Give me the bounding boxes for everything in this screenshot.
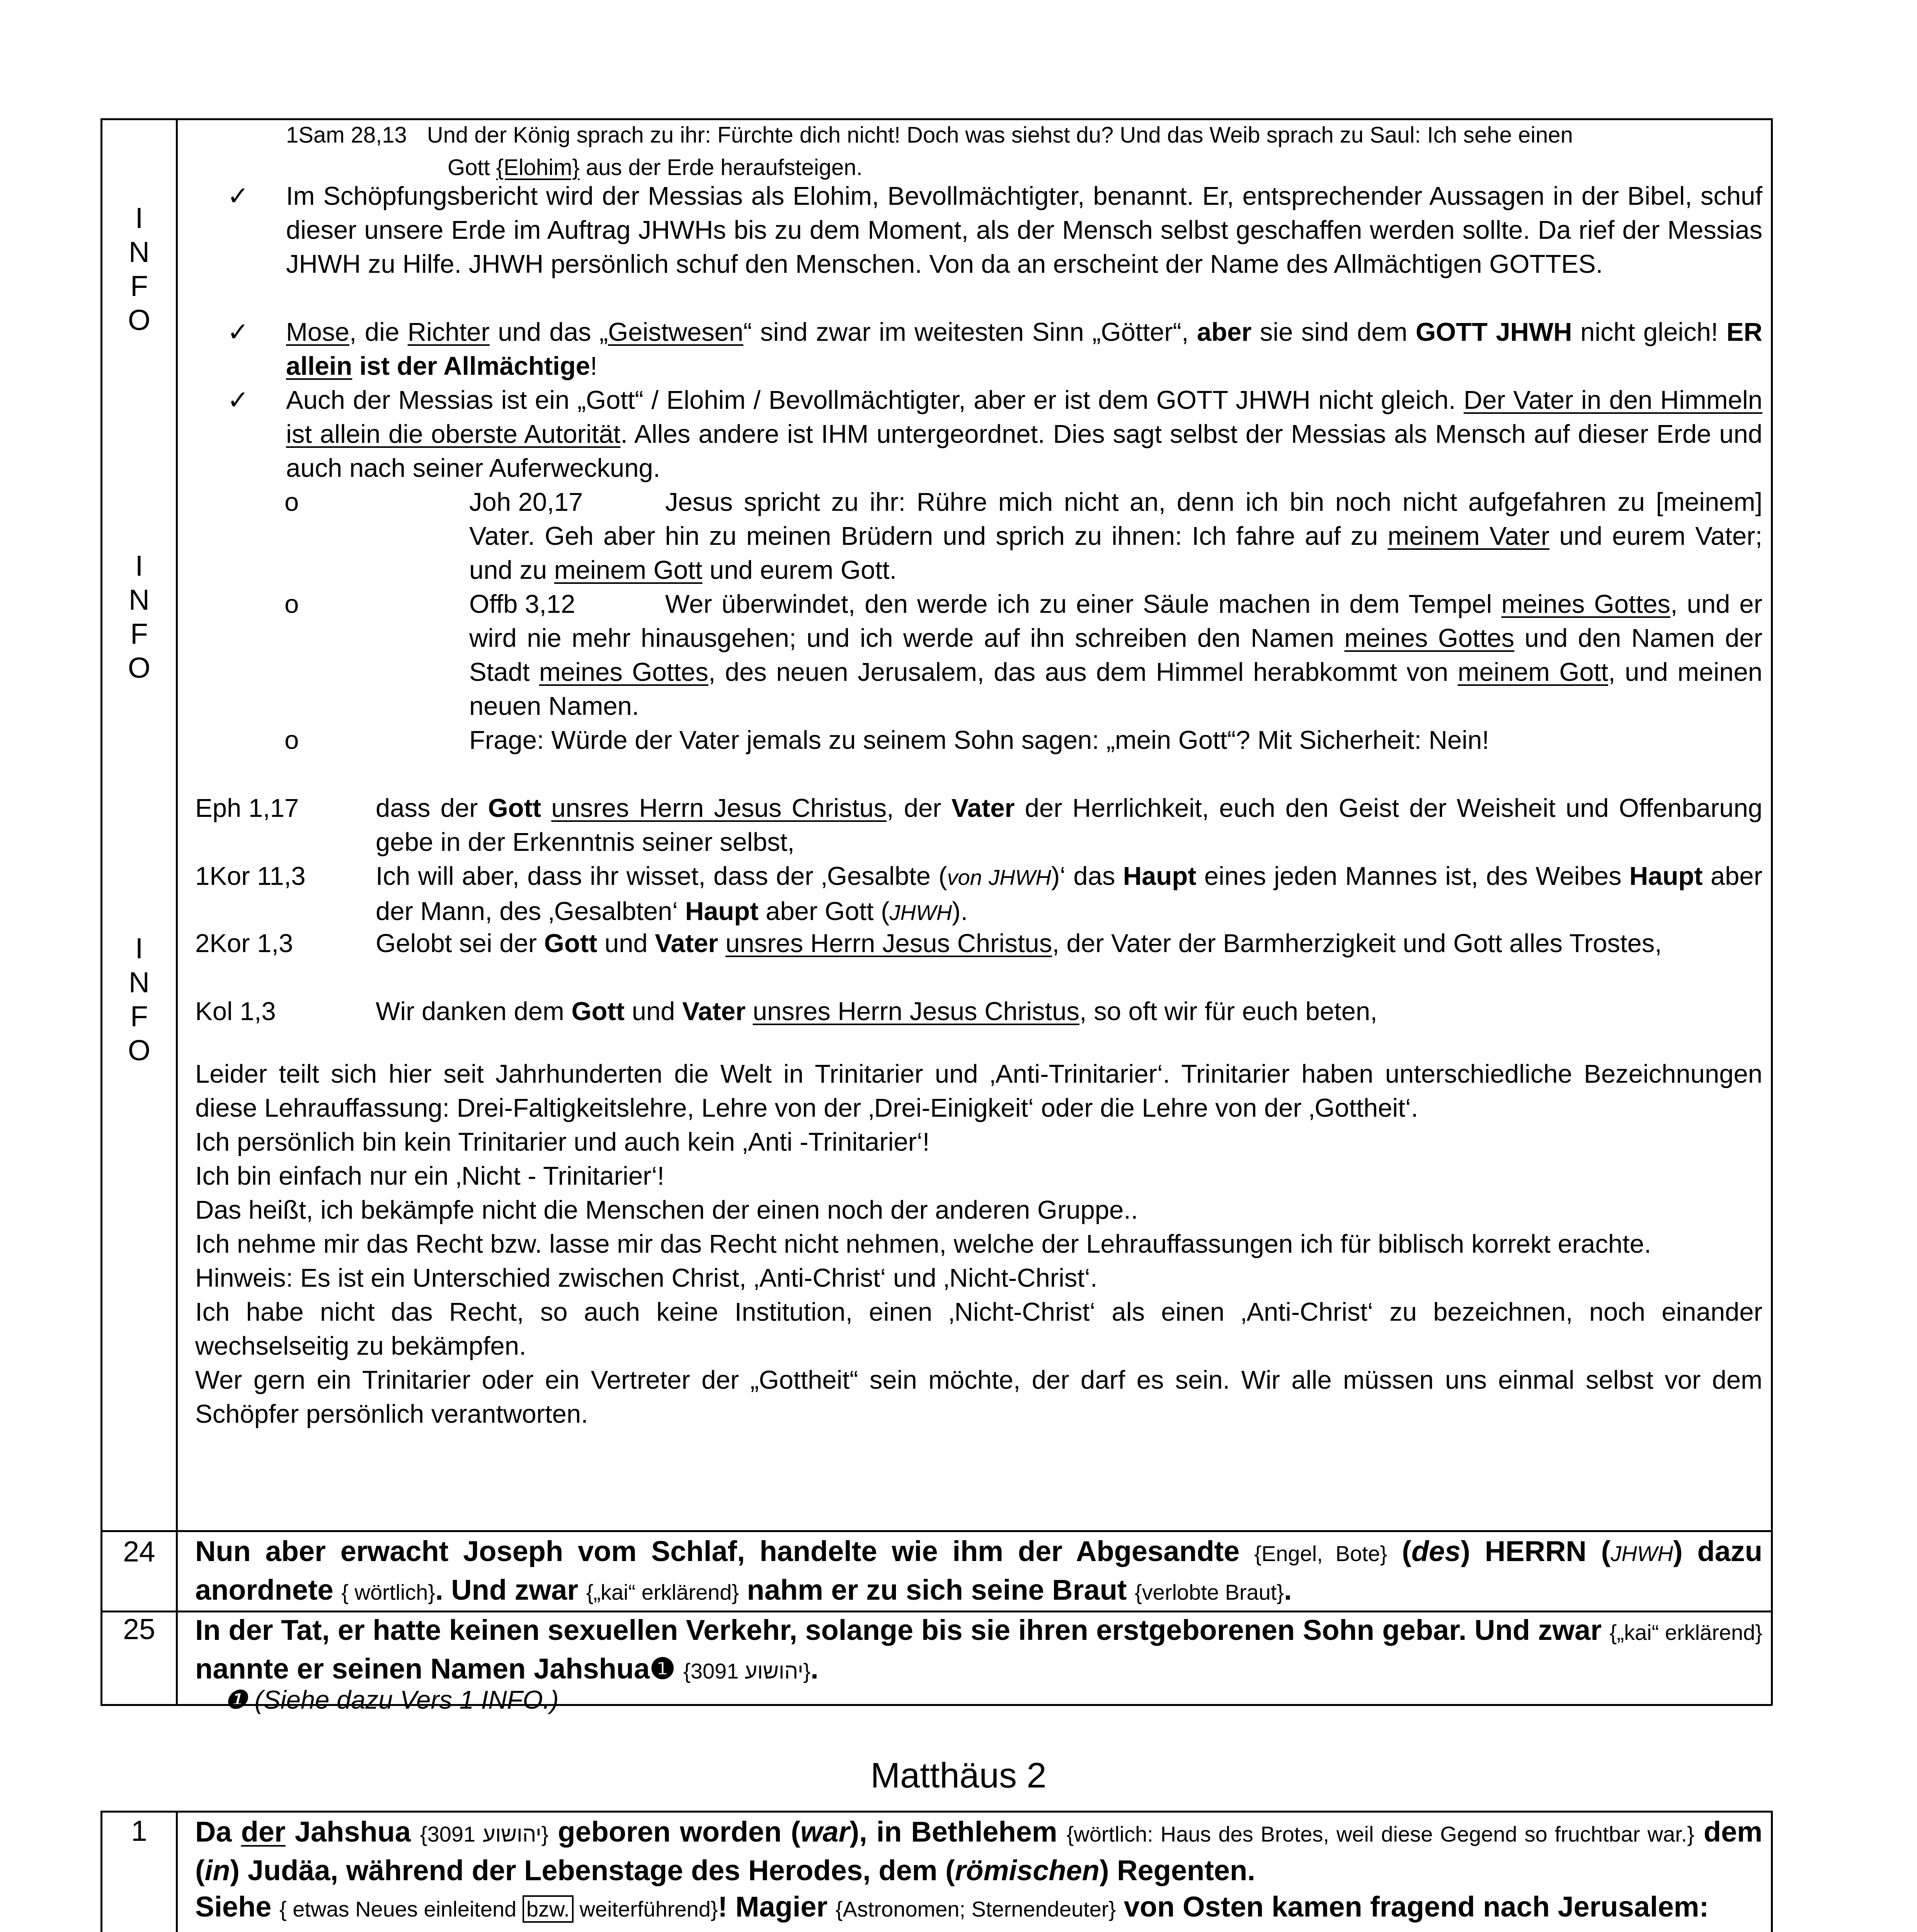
scripture-quote-eph: dass der Gott unsres Herrn Jesus Christus, der Vater der Herrlichkeit, euch den Geist der Weisheit und Offenbarung gebe in der Erkenntnis seiner selbst, (376, 794, 1763, 857)
verse-number: 24 (123, 1535, 155, 1568)
bullet-icon: o (284, 726, 299, 755)
table2-border-right (1771, 1811, 1773, 1932)
check-icon: ✓ (227, 182, 249, 211)
verse-25-note: ❶ (Siehe dazu Vers 1 INFO.) (224, 1685, 559, 1714)
scripture-quote-joh: Jesus spricht zu ihr: Rühre mich nicht an, denn ich bin noch nicht aufgefahren zu [meinem] Vater. Geh aber hin zu meinen Brüdern und sprich zu ihnen: Ich fahre auf zu meinem Vater und eurem Vater; und zu meinem Gott und eurem Gott. (469, 488, 1763, 585)
check-paragraph: Auch der Messias ist ein „Gott“ / Elohim / Bevollmächtigter, aber er ist dem GOTT JHWH nicht gleich. Der Vater in den Himmeln ist allein die oberste Autorität. Alles andere ist IHM untergeordnet. Dies sagt selbst der Messias als Mensch auf dieser Erde und auch nach seiner Auferweckung. (286, 386, 1763, 483)
table1-row-line (100, 1530, 1772, 1532)
table1-border-right (1771, 118, 1773, 1705)
verse-number: 1 (131, 1815, 147, 1847)
check-icon: ✓ (227, 318, 249, 347)
scripture-ref: 1Kor 11,3 (195, 862, 306, 891)
table2-border-top (100, 1811, 1772, 1813)
bzw-box: bzw. (523, 1895, 574, 1923)
scripture-ref: Eph 1,17 (195, 794, 299, 823)
scripture-quote-1kor: Ich will aber, dass ihr wisset, dass der ‚Gesalbte (von JHWH)‘ das Haupt eines jeden Mannes ist, des Weibes Haupt aber der Mann, des ‚Gesalbten‘ Haupt aber Gott (JHWH). (376, 862, 1763, 926)
scripture-quote-1sam: 1Sam 28,13 Und der König sprach zu ihr: Fürchte dich nicht! Doch was siehst du? Und das Weib sprach zu Saul: Ich sehe einen Gott {Elohim} aus der Erde heraufsteigen. (286, 122, 1573, 180)
verse-24-text: Nun aber erwacht Joseph vom Schlaf, handelte wie ihm der Abgesandte {Engel, Bote} (des) HERRN (JHWH) dazu anordnete { wörtlich}. Und zwar {„kai“ erklärend} nahm er zu sich seine Braut {verlobte Braut}. (195, 1535, 1763, 1606)
scripture-quote-2kor: Gelobt sei der Gott und Vater unsres Herrn Jesus Christus, der Vater der Barmherzigkeit und Gott alles Trostes, (376, 929, 1662, 958)
check-icon: ✓ (227, 386, 249, 415)
scripture-ref: Offb 3,12 (469, 590, 575, 619)
scripture-quote-kol: Wir danken dem Gott und Vater unsres Herrn Jesus Christus, so oft wir für euch beten, (376, 997, 1377, 1026)
info-label: I N F O (128, 202, 151, 336)
commentary-block: Leider teilt sich hier seit Jahrhunderten die Welt in Trinitarier und ‚Anti-Trinitarier‘. Trinitarier haben unterschiedliche Bezeichnungen diese Lehrauffassung: Drei-Faltigkeitslehre, Lehre von der ‚Drei-Einigkeit‘ oder die Lehre von der ‚Gottheit‘. Ich persönlich bin kein Trinitarier und auch kein ‚Anti -Trinitarier‘! Ich bin einfach nur ein ‚Nicht - Trinitarier‘! Das heißt, ich bekämpfe nicht die Menschen der einen noch der anderen Gruppe.. Ich nehme mir das Recht bzw. lasse mir das Recht nicht nehmen, welche der Lehrauffassungen ich für biblisch korrekt erachte. Hinweis: Es ist ein Unterschied zwischen Christ, ‚Anti-Christ‘ und ‚Nicht-Christ‘. Ich habe nicht das Recht, so auch keine Institution, einen ‚Nicht-Christ‘ als einen ‚Anti-Christ‘ zu bezeichnen, noch einander wechselseitig zu bekämpfen. Wer gern ein Trinitarier oder ein Vertreter der „Gottheit“ sein möchte, der darf es sein. Wir alle müssen uns einmal selbst vor dem Schöpfer persönlich verantworten. (195, 1060, 1762, 1429)
scripture-ref: 1Sam 28,13 (286, 122, 407, 148)
scripture-ref: 2Kor 1,3 (195, 929, 293, 958)
info-label: I N F O (128, 932, 151, 1066)
chapter-title: Matthäus 2 (870, 1756, 1047, 1795)
check-paragraph: Mose, die Richter und das „Geistwesen“ sind zwar im weitesten Sinn „Götter“, aber sie sind dem GOTT JHWH nicht gleich! ER allein ist der Allmächtige! (286, 318, 1763, 381)
scripture-quote-offb: Wer überwindet, den werde ich zu einer Säule machen in dem Tempel meines Gottes, und er wird nie mehr hinausgehen; und ich werde auf ihn schreiben den Namen meines Gottes und den Namen der Stadt meines Gottes, des neuen Jerusalem, das aus dem Himmel herabkommt von meinem Gott, und meinen neuen Namen. (469, 590, 1762, 721)
check-paragraph: Im Schöpfungsbericht wird der Messias als Elohim, Bevollmächtigter, benannt. Er, entsprechender Aussagen in der Bibel, schuf dieser unsere Erde im Auftrag JHWHs bis zu dem Moment, als der Mensch selbst geschaffen werden sollte. Da rief der Messias JHWH zu Hilfe. JHWH persönlich schuf den Menschen. Von da an erscheint der Name des Allmächtigen GOTTES. (286, 182, 1762, 279)
bullet-icon: o (284, 590, 299, 619)
table1-column-divider (176, 118, 178, 1705)
verse-number: 25 (123, 1613, 155, 1645)
scripture-ref: Kol 1,3 (195, 997, 276, 1026)
bullet-icon: o (284, 488, 299, 517)
verse-1-text: Da der Jahshua {3091 יהושוע} geboren worden (war), in Bethlehem {wörtlich: Haus des Brotes, weil diese Gegend so fruchtbar war.} dem (in) Judäa, während der Lebenstage des Herodes, dem (römischen) Regenten. Siehe { etwas Neues einleitend bzw. weiterführend}! Magier {Astronomen; Sternendeuter} von Osten kamen fragend nach Jerusalem: (195, 1816, 1763, 1923)
scripture-ref: Joh 20,17 (469, 488, 583, 517)
table1-border-left (100, 118, 102, 1705)
info-label: I N F O (128, 549, 151, 684)
question-text: Frage: Würde der Vater jemals zu seinem Sohn sagen: „mein Gott“? Mit Sicherheit: Nein! (469, 726, 1489, 755)
verse-25-text: In der Tat, er hatte keinen sexuellen Verkehr, solange bis sie ihren erstgeborenen Sohn gebar. Und zwar {„kai“ erklärend} nannte er seinen Namen Jahshua❶ {3091 יהושוע}. (195, 1614, 1762, 1685)
